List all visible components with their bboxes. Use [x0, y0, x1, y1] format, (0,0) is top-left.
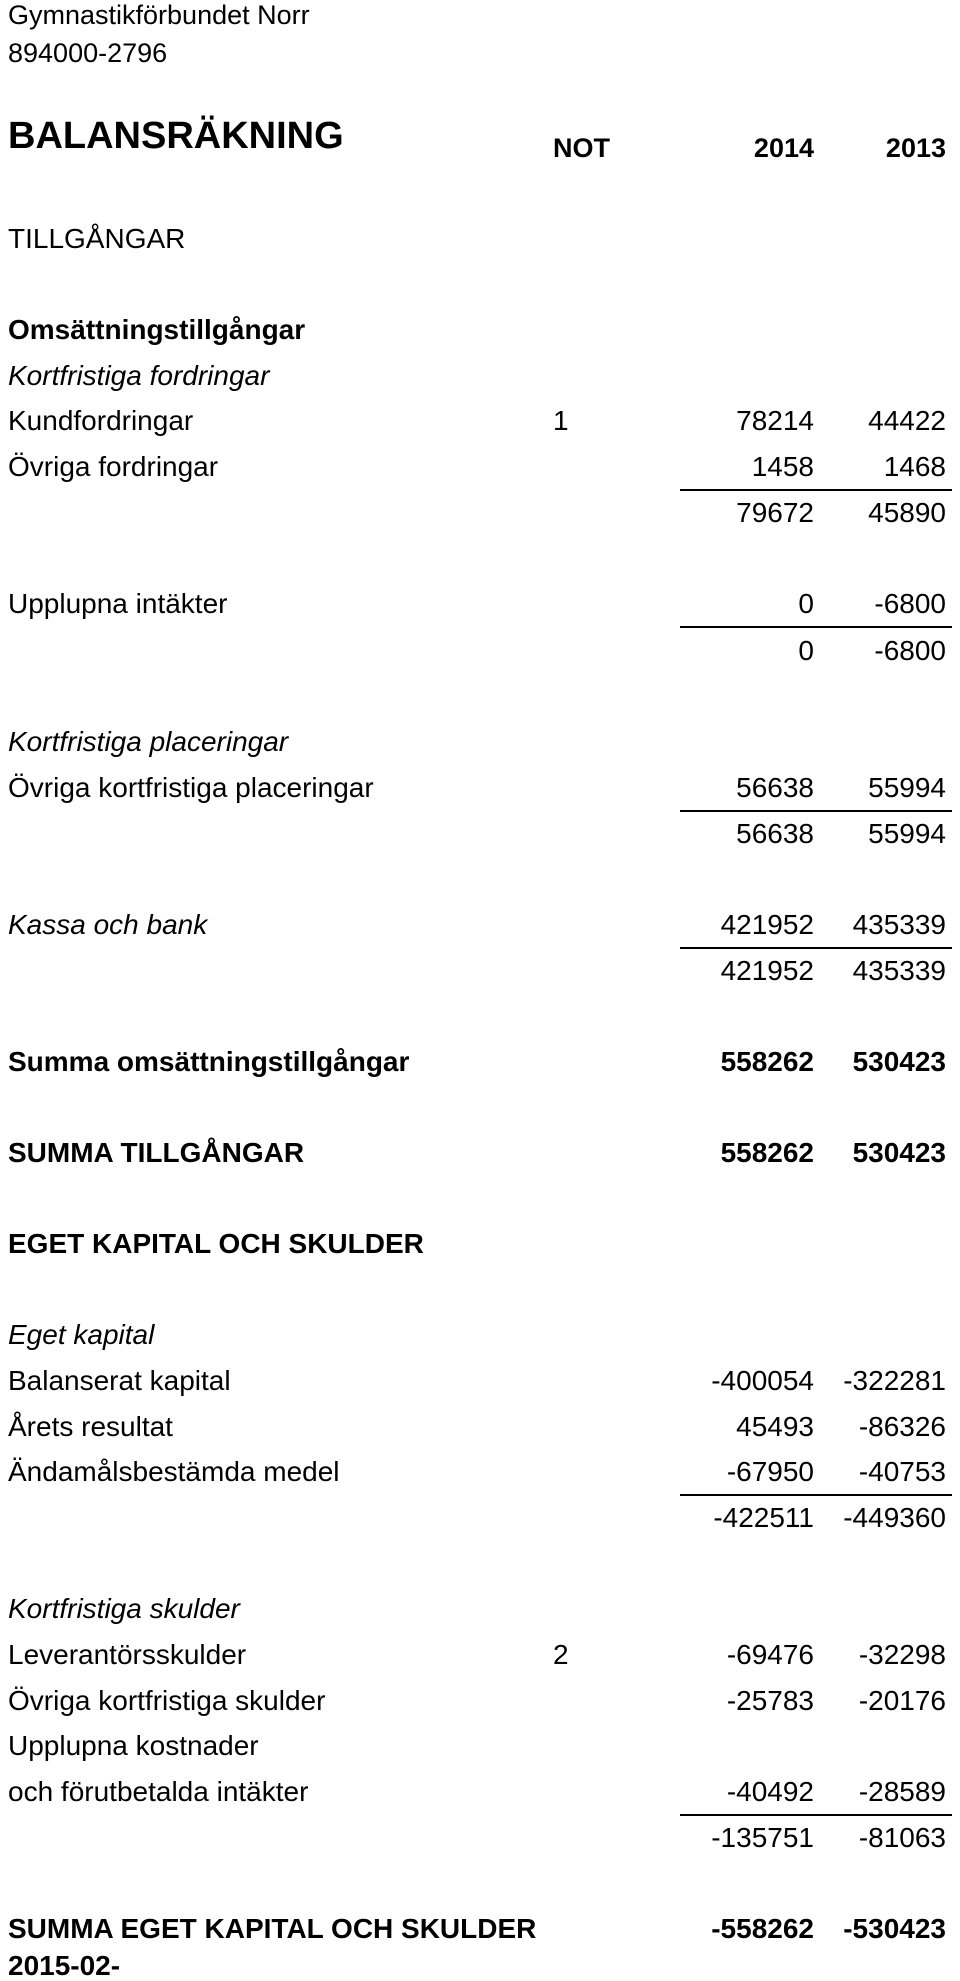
row-note: 2: [553, 1639, 569, 1670]
value-2013: -530423: [843, 1913, 946, 1944]
value-2013: -81063: [858, 1822, 946, 1853]
row-label: Kortfristiga fordringar: [8, 360, 270, 391]
row-tillgangar: [0, 223, 960, 257]
row-ovriga-kortfristiga-skulder: [0, 1685, 960, 1719]
row-label: EGET KAPITAL OCH SKULDER: [8, 1228, 424, 1259]
row-summa-eget-kapital-och-skulder: [0, 1913, 960, 1947]
row-label: och förutbetalda intäkter: [8, 1776, 309, 1807]
value-2013: -32298: [858, 1639, 946, 1670]
column-header-not: NOT: [553, 133, 610, 163]
row-label: Kassa och bank: [8, 909, 208, 940]
row-label: Kortfristiga skulder: [8, 1593, 240, 1624]
row-kundfordringar: [0, 405, 960, 439]
row-subtotal-fordringar: [0, 497, 960, 531]
value-2014: -422511: [713, 1502, 814, 1533]
row-label: Balanserat kapital: [8, 1365, 231, 1396]
value-2013: 1468: [883, 451, 946, 482]
value-2013: -449360: [843, 1502, 946, 1533]
row-omsattningstillgangar: [0, 314, 960, 348]
value-2014: -25783: [726, 1685, 814, 1716]
value-2014: -558262: [711, 1913, 814, 1944]
row-label: Ändamålsbestämda medel: [8, 1456, 340, 1487]
value-2014: -69476: [726, 1639, 814, 1670]
row-label: SUMMA TILLGÅNGAR: [8, 1137, 305, 1168]
row-subtotal-placeringar: [0, 818, 960, 852]
value-2013: 435339: [852, 955, 946, 986]
row-subtotal-skulder: [0, 1822, 960, 1856]
row-label: Summa omsättningstillgångar: [8, 1046, 410, 1077]
value-2013: 435339: [852, 909, 946, 940]
value-2014: 421952: [720, 955, 814, 986]
column-header-2014: 2014: [753, 133, 814, 163]
row-upplupna-intakter: [0, 588, 960, 622]
value-2013: 530423: [852, 1137, 946, 1168]
org-number: 894000-2796: [8, 38, 168, 68]
row-label: Eget kapital: [8, 1319, 155, 1350]
row-arets-resultat: [0, 1411, 960, 1445]
row-kortfristiga-placeringar: [0, 726, 960, 760]
value-2013: -322281: [843, 1365, 946, 1396]
org-name: Gymnastikförbundet Norr: [8, 0, 310, 30]
value-2014: 558262: [720, 1137, 814, 1168]
value-2013: -20176: [858, 1685, 946, 1716]
value-2014: -135751: [711, 1822, 814, 1853]
row-label: Upplupna kostnader: [8, 1730, 259, 1761]
row-kortfristiga-skulder: [0, 1593, 960, 1627]
row-eget-kapital: [0, 1319, 960, 1353]
row-label: Kundfordringar: [8, 405, 194, 436]
row-label: Övriga fordringar: [8, 451, 219, 482]
row-label: SUMMA EGET KAPITAL OCH SKULDER: [8, 1913, 537, 1944]
value-2014: 421952: [720, 909, 814, 940]
value-2013: -86326: [858, 1411, 946, 1442]
row-balanserat-kapital: [0, 1365, 960, 1399]
value-2014: -40492: [726, 1776, 814, 1807]
value-2014: 56638: [736, 818, 814, 849]
value-2013: 55994: [868, 772, 946, 803]
value-2013: 45890: [868, 497, 946, 528]
row-label: TILLGÅNGAR: [8, 223, 186, 254]
value-2013: -6800: [874, 588, 946, 619]
row-eget-kapital-och-skulder: [0, 1228, 960, 1262]
row-kortfristiga-fordringar: [0, 360, 960, 394]
row-label: Omsättningstillgångar: [8, 314, 306, 345]
row-forutbetalda-intakter: [0, 1776, 960, 1810]
row-ovriga-kortfristiga-placeringar: [0, 772, 960, 806]
value-2014: -67950: [726, 1456, 814, 1487]
row-subtotal-eget-kapital: [0, 1502, 960, 1536]
value-2014: 78214: [736, 405, 814, 436]
value-2013: 44422: [868, 405, 946, 436]
row-ovriga-fordringar: [0, 451, 960, 485]
row-leverantorsskulder: [0, 1639, 960, 1673]
row-label: Övriga kortfristiga placeringar: [8, 772, 374, 803]
value-2013: 55994: [868, 818, 946, 849]
value-2013: -40753: [858, 1456, 946, 1487]
footer-date: 2015-02-: [8, 1950, 121, 1981]
value-2013: -6800: [874, 635, 946, 666]
row-note: 1: [553, 405, 569, 436]
row-subtotal-kassa: [0, 955, 960, 989]
row-label: Årets resultat: [8, 1411, 173, 1442]
page-title: BALANSRÄKNING: [8, 115, 344, 157]
value-2014: 0: [798, 588, 814, 619]
row-andamalsbestamda-medel: [0, 1456, 960, 1490]
row-upplupna-kostnader: [0, 1730, 960, 1764]
row-label: Övriga kortfristiga skulder: [8, 1685, 326, 1716]
value-2014: 45493: [736, 1411, 814, 1442]
value-2014: 1458: [751, 451, 814, 482]
value-2014: 0: [798, 635, 814, 666]
value-2014: 79672: [736, 497, 814, 528]
row-subtotal-upplupna: [0, 635, 960, 669]
column-header-2013: 2013: [885, 133, 946, 163]
value-2014: -400054: [711, 1365, 814, 1396]
row-summa-omsattningstillgangar: [0, 1046, 960, 1080]
row-label: Leverantörsskulder: [8, 1639, 247, 1670]
row-kassa-och-bank: [0, 909, 960, 943]
row-label: Kortfristiga placeringar: [8, 726, 289, 757]
value-2013: -28589: [858, 1776, 946, 1807]
value-2014: 558262: [720, 1046, 814, 1077]
value-2014: 56638: [736, 772, 814, 803]
row-summa-tillgangar: [0, 1137, 960, 1171]
row-label: Upplupna intäkter: [8, 588, 228, 619]
value-2013: 530423: [852, 1046, 946, 1077]
